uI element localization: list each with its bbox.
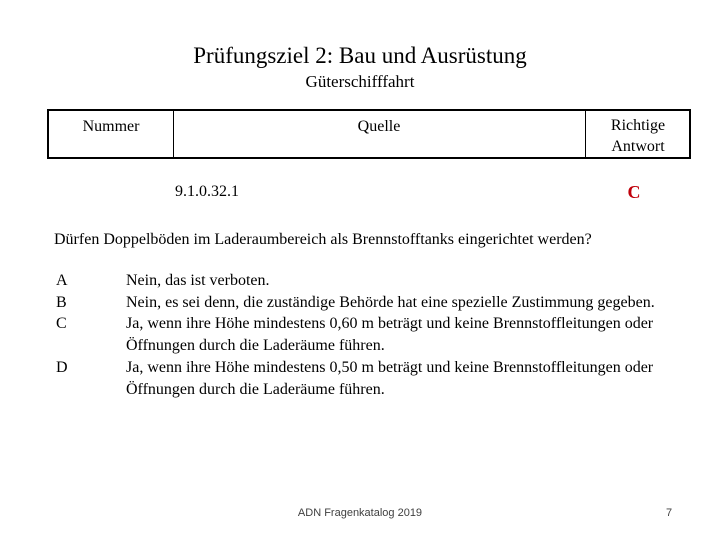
option-d <box>56 357 676 400</box>
option-letter: B <box>56 293 67 311</box>
question-text: Dürfen Doppelböden im Laderaumbereich als Brennstofftanks eingerichtet werden? <box>54 231 592 248</box>
option-c <box>56 313 676 356</box>
header-quelle: Quelle <box>357 118 401 135</box>
option-b <box>56 292 676 314</box>
option-letter: C <box>56 315 67 333</box>
footer-source: ADN Fragenkatalog 2019 <box>297 507 423 519</box>
header-nummer: Nummer <box>82 118 140 135</box>
question-number: 9.1.0.32.1 <box>175 183 239 200</box>
header-richtige-antwort <box>585 115 691 157</box>
page-title: Prüfungsziel 2: Bau und Ausrüstung <box>193 43 527 68</box>
page-subtitle: Güterschifffahrt <box>305 72 415 91</box>
answer-options <box>56 270 676 400</box>
option-letter: A <box>56 272 68 289</box>
option-letter: D <box>56 358 68 376</box>
option-text: Ja, wenn ihre Höhe mindestens 0,50 m beträgt und keine Brennstoffleitungen oder Öffnungen durch die Laderäume führen. <box>126 358 654 398</box>
option-text: Nein, das ist verboten. <box>126 272 270 289</box>
header-richtige: Richtige <box>610 117 666 134</box>
correct-answer: C <box>627 182 641 202</box>
header-table <box>47 109 691 159</box>
header-antwort: Antwort <box>611 138 665 155</box>
option-text: Ja, wenn ihre Höhe mindestens 0,60 m beträgt und keine Brennstoffleitungen oder Öffnungen durch die Laderäume führen. <box>126 315 654 355</box>
option-text: Nein, es sei denn, die zuständige Behörde hat eine spezielle Zustimmung gegeben. <box>126 293 655 311</box>
page-number: 7 <box>666 507 673 519</box>
option-a <box>56 270 676 292</box>
